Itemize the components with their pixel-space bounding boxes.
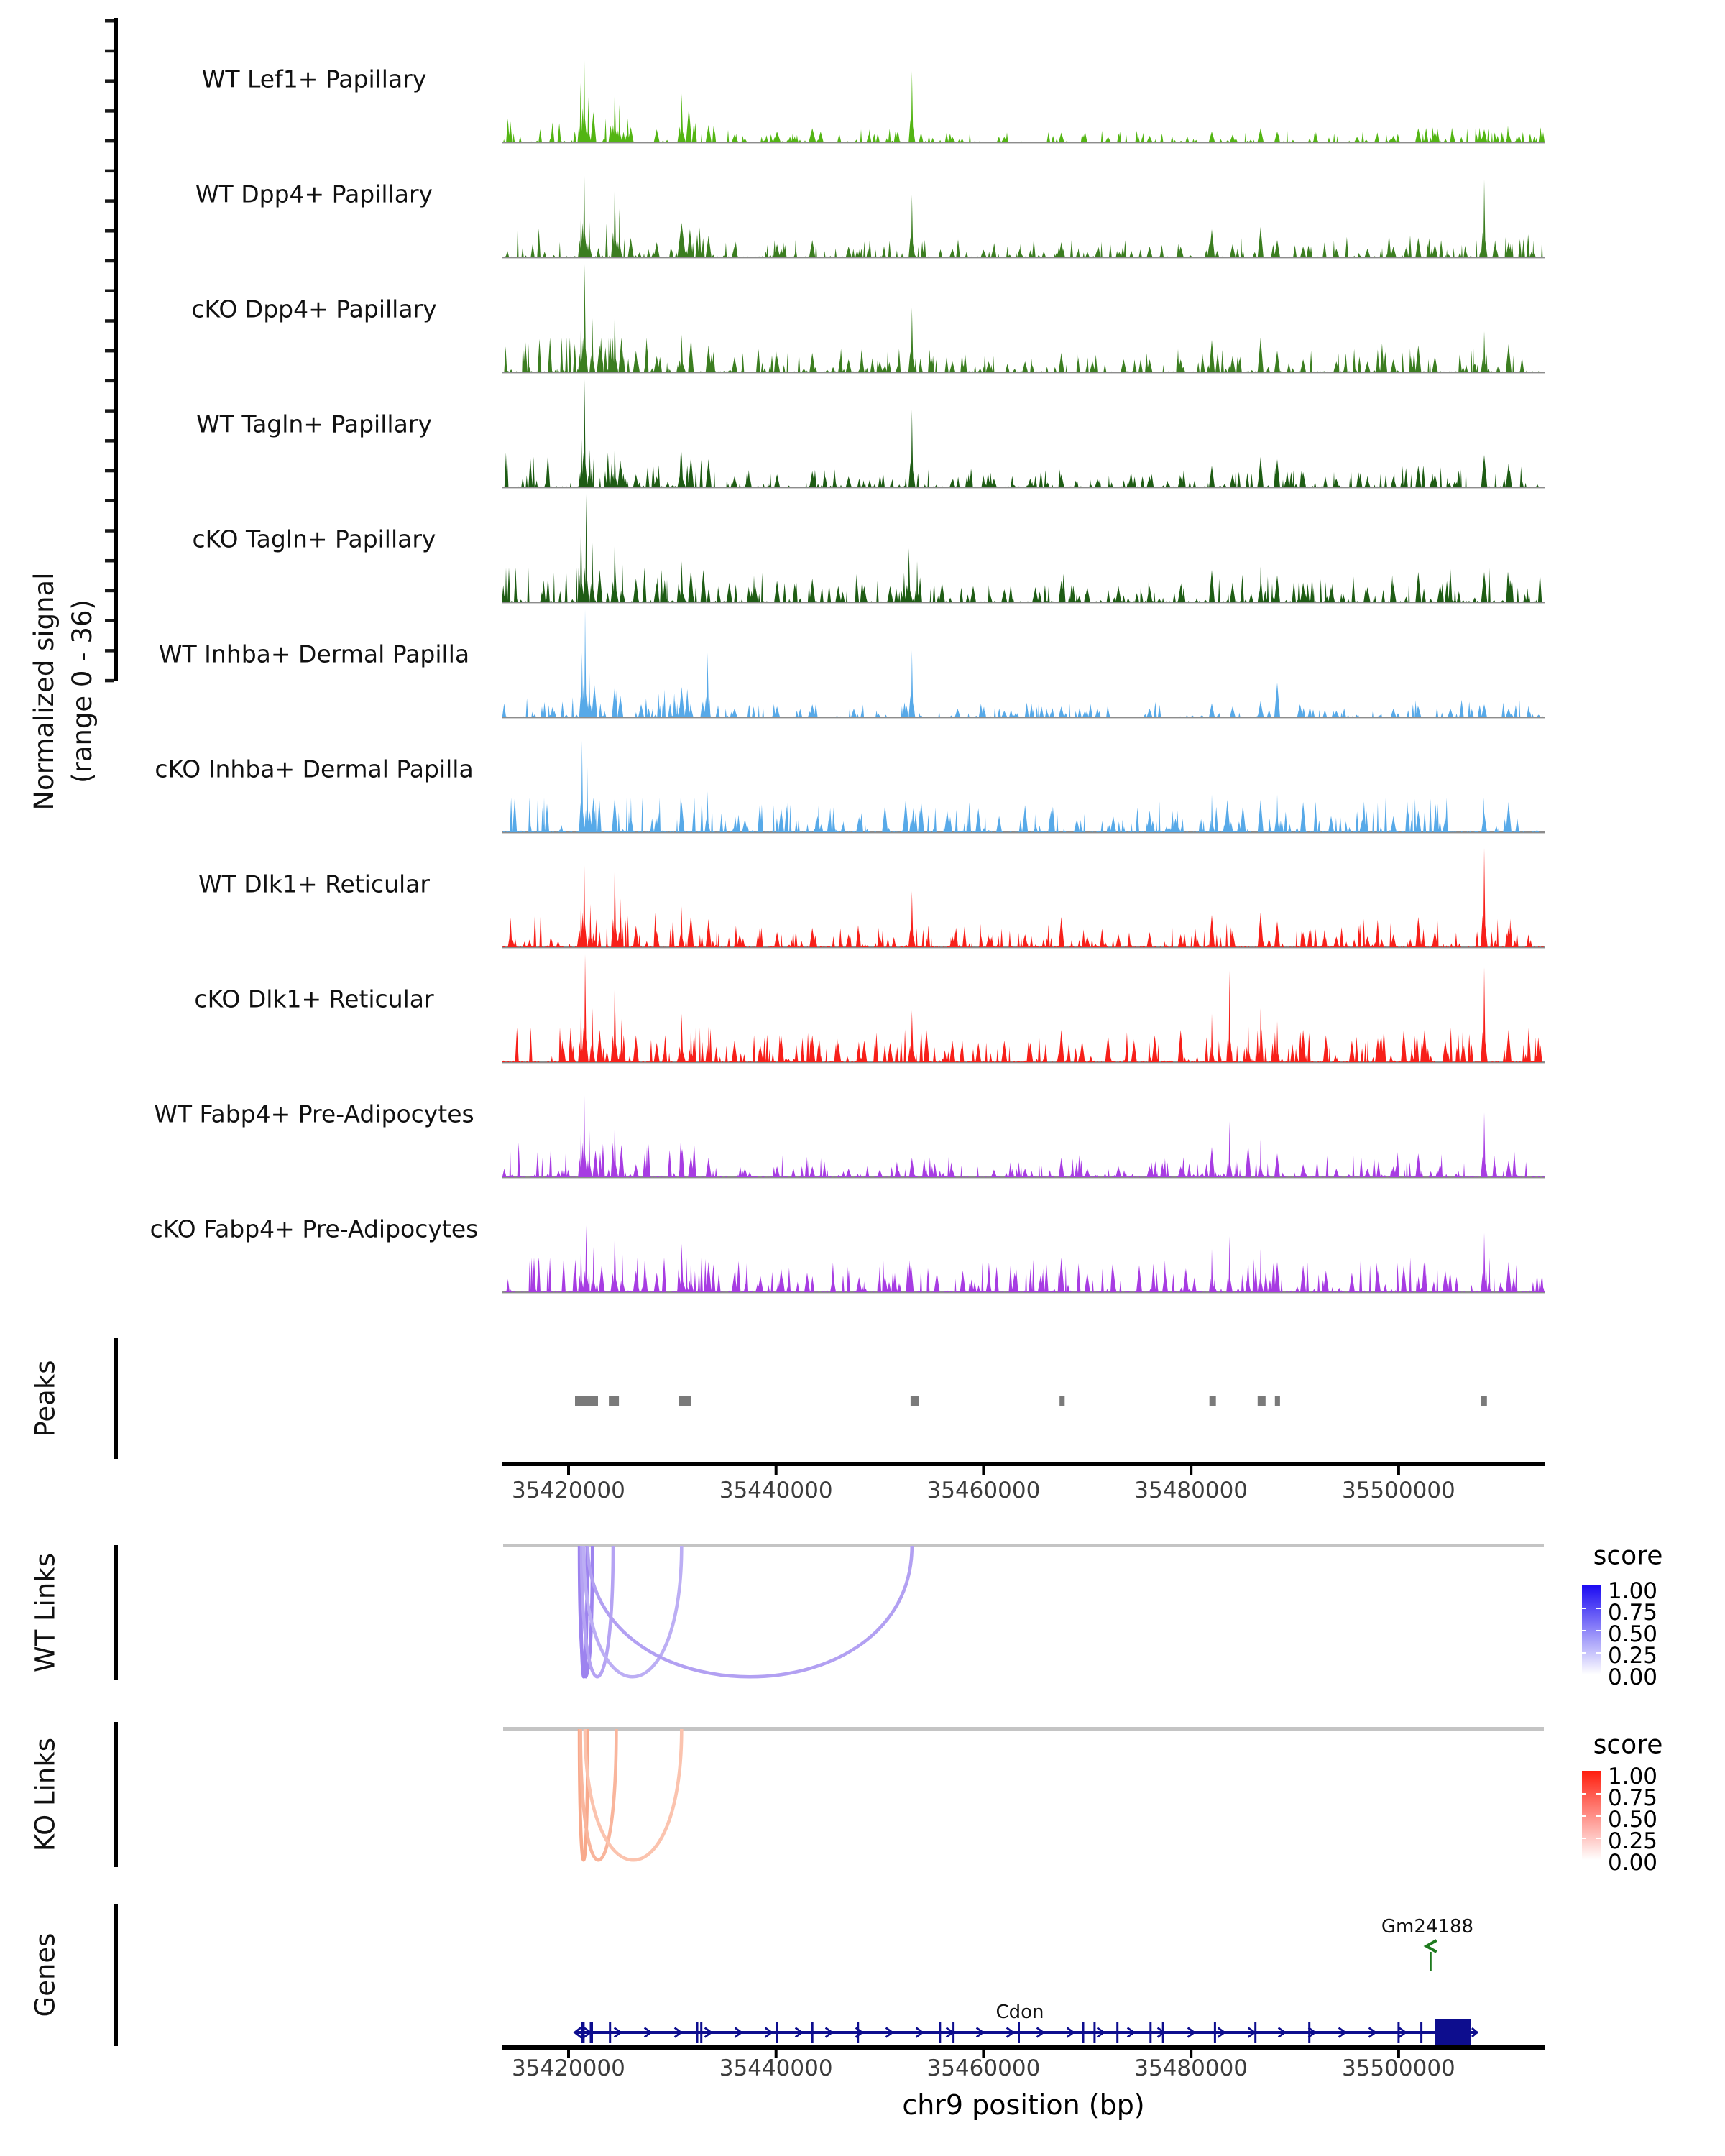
called-peak-box: [911, 1396, 919, 1406]
y-axis-tick: [105, 409, 114, 413]
track-label-3: WT Tagln+ Papillary: [196, 410, 432, 438]
y-axis-tick: [105, 349, 114, 353]
y-axis-tick: [105, 319, 114, 323]
y-axis-tick: [105, 469, 114, 473]
coverage-track-7: [502, 839, 1545, 947]
y-axis-tick: [105, 619, 114, 622]
y-axis-tick: [105, 50, 114, 53]
y-axis-label-line1: Normalized signal: [29, 572, 60, 811]
gene-exon-tick: [590, 2022, 594, 2043]
ko-links-sidebar-line: [114, 1722, 118, 1867]
peaks-sidebar-line: [114, 1338, 118, 1459]
y-axis-tick: [105, 259, 114, 263]
legend-tick-label: 0.75: [1608, 1785, 1658, 1811]
called-peak-box: [678, 1396, 691, 1406]
gm24188-gene-body: [1430, 1952, 1432, 1971]
legend-bar-tick: [1596, 1793, 1601, 1795]
legend-bar-tick: [1582, 1652, 1586, 1654]
gene-exon-tick: [776, 2022, 778, 2043]
y-axis-tick: [105, 139, 114, 143]
y-axis-tick: [105, 79, 114, 83]
gene-exon-tick: [1116, 2022, 1118, 2043]
gene-exon-tick: [857, 2022, 859, 2043]
legend-bar-tick: [1582, 1815, 1586, 1817]
y-axis-tick: [105, 229, 114, 233]
track-label-0: WT Lef1+ Papillary: [201, 65, 427, 93]
section-label-wt-links: WT Links: [29, 1553, 61, 1672]
called-peak-box: [1258, 1396, 1266, 1406]
x-tick-label-peaks-3: 35480000: [1134, 1478, 1248, 1503]
y-axis-tick: [105, 170, 114, 173]
gene-name-cdon: Cdon: [995, 2001, 1044, 2023]
coverage-track-0: [502, 34, 1545, 142]
coverage-signal: [502, 1069, 1545, 1177]
wt-links-panel-line: [503, 1544, 1544, 1547]
legend-tick-label: 0.00: [1608, 1850, 1658, 1876]
gene-terminal-exon-box: [1435, 2019, 1471, 2045]
wt-score-legend-title: score: [1593, 1541, 1663, 1571]
track-label-8: cKO Dlk1+ Reticular: [194, 985, 434, 1013]
section-label-peaks: Peaks: [29, 1360, 61, 1437]
x-axis-tick-peaks: [1397, 1466, 1400, 1475]
y-axis-label: [25, 572, 101, 810]
gene-name-gm24188: Gm24188: [1381, 1916, 1474, 1938]
coverage-track-4: [502, 494, 1544, 602]
track-label-2: cKO Dpp4+ Papillary: [191, 295, 437, 323]
section-label-ko-links: KO Links: [29, 1737, 61, 1852]
gene-exon-tick: [1254, 2022, 1256, 2043]
legend-bar-tick: [1596, 1630, 1601, 1631]
legend-tick-label: 1.00: [1608, 1764, 1658, 1789]
x-tick-label-peaks-0: 35420000: [512, 1478, 625, 1503]
ko-links-panel-line: [503, 1727, 1544, 1731]
y-axis-tick: [105, 529, 114, 533]
legend-tick-label: 0.50: [1608, 1807, 1658, 1833]
track-label-5: WT Inhba+ Dermal Papilla: [158, 640, 470, 668]
x-axis-tick-peaks: [1190, 1466, 1192, 1475]
legend-bar-tick: [1596, 1815, 1601, 1817]
x-axis-title: chr9 position (bp): [902, 2089, 1145, 2121]
gene-exon-tick: [1397, 2022, 1399, 2043]
legend-bar-tick: [1582, 1630, 1586, 1631]
legend-bar-tick: [1596, 1652, 1601, 1654]
y-axis-tick: [105, 19, 114, 23]
called-peak-box: [1481, 1396, 1487, 1406]
x-tick-label-genes-0: 35420000: [512, 2055, 625, 2081]
legend-bar-tick: [1582, 1838, 1586, 1839]
gene-exon-tick: [952, 2022, 954, 2043]
legend-tick-label: 1.00: [1608, 1578, 1658, 1604]
wt-links-arc: [588, 1546, 912, 1677]
coverage-track-9: [502, 1069, 1545, 1177]
ko-score-legend-title: score: [1593, 1730, 1663, 1760]
called-peak-box: [609, 1396, 619, 1406]
y-axis-tick: [105, 679, 114, 683]
gm24188-strand-chevron-icon: [1427, 1940, 1437, 1952]
y-axis-tick: [105, 589, 114, 593]
section-label-genes: Genes: [29, 1932, 61, 2017]
legend-tick-label: 0.25: [1608, 1643, 1658, 1669]
coverage-track-10: [503, 1225, 1545, 1292]
coverage-signal: [502, 494, 1544, 602]
coverage-signal: [502, 839, 1545, 947]
x-tick-label-peaks-2: 35460000: [926, 1478, 1041, 1503]
coverage-signal: [502, 34, 1545, 142]
gene-exon-tick: [1018, 2022, 1020, 2043]
coverage-signal: [503, 379, 1544, 487]
gene-exon-tick: [1149, 2022, 1151, 2043]
coverage-signal: [503, 149, 1544, 257]
legend-tick-label: 0.75: [1608, 1600, 1658, 1626]
x-axis-line-peaks: [502, 1462, 1545, 1466]
track-label-9: WT Fabp4+ Pre-Adipocytes: [154, 1100, 474, 1128]
legend-tick-label: 0.00: [1608, 1664, 1658, 1690]
y-axis-tick: [105, 499, 114, 503]
legend-bar-tick: [1582, 1793, 1586, 1795]
gene-exon-tick: [696, 2022, 699, 2043]
legend-bar-tick: [1582, 1608, 1586, 1609]
ko-links-arc: [585, 1729, 681, 1860]
gene-exon-tick: [1082, 2022, 1085, 2043]
gene-exon-tick: [1162, 2022, 1164, 2043]
gene-exon-tick: [1308, 2022, 1310, 2043]
genes-sidebar-line: [114, 1904, 118, 2046]
x-tick-label-peaks-1: 35440000: [719, 1478, 833, 1503]
y-axis-tick: [105, 649, 114, 653]
called-peak-box: [1275, 1396, 1280, 1406]
legend-tick-label: 0.50: [1608, 1621, 1658, 1647]
coverage-track-6: [503, 741, 1544, 833]
legend-bar-tick: [1596, 1608, 1601, 1609]
x-axis-tick-peaks: [567, 1466, 570, 1475]
coverage-signal: [503, 264, 1544, 372]
y-axis-tick: [105, 109, 114, 113]
y-axis-tick: [105, 199, 114, 203]
coverage-signal: [503, 741, 1544, 833]
wt-links-arc: [584, 1546, 681, 1677]
track-label-1: WT Dpp4+ Papillary: [195, 180, 433, 208]
y-axis-tick: [105, 559, 114, 563]
signal-y-axis: [114, 18, 118, 681]
x-tick-label-genes-4: 35500000: [1341, 2055, 1455, 2081]
x-tick-label-peaks-4: 35500000: [1341, 1478, 1455, 1503]
y-axis-label-line2: (range 0 - 36): [67, 599, 98, 783]
coverage-signal: [503, 1225, 1545, 1292]
gene-exon-tick: [700, 2022, 702, 2043]
gene-exon-tick: [1420, 2022, 1422, 2043]
coverage-track-1: [503, 149, 1544, 257]
gene-exon-tick: [811, 2022, 814, 2043]
track-label-7: WT Dlk1+ Reticular: [198, 870, 430, 898]
track-label-10: cKO Fabp4+ Pre-Adipocytes: [150, 1215, 479, 1243]
gene-exon-tick: [1093, 2022, 1095, 2043]
x-tick-label-genes-3: 35480000: [1134, 2055, 1248, 2081]
gene-exon-tick: [581, 2022, 585, 2043]
gene-exon-tick: [939, 2022, 941, 2043]
coverage-track-5: [502, 609, 1544, 717]
track-label-4: cKO Tagln+ Papillary: [192, 525, 436, 553]
x-tick-label-genes-2: 35460000: [926, 2055, 1041, 2081]
wt-links-sidebar-line: [114, 1545, 118, 1680]
x-axis-tick-peaks: [775, 1466, 778, 1475]
y-axis-tick: [105, 289, 114, 292]
coverage-signal: [502, 954, 1544, 1062]
track-label-6: cKO Inhba+ Dermal Papilla: [155, 755, 474, 783]
coverage-track-3: [503, 379, 1544, 487]
legend-bar-tick: [1596, 1838, 1601, 1839]
called-peak-box: [1059, 1396, 1064, 1406]
called-peak-box: [1210, 1396, 1216, 1406]
coverage-signal: [502, 609, 1544, 717]
gene-exon-tick: [609, 2022, 611, 2043]
legend-tick-label: 0.25: [1608, 1828, 1658, 1854]
coverage-track-8: [502, 954, 1544, 1062]
x-tick-label-genes-1: 35440000: [719, 2055, 833, 2081]
x-axis-tick-peaks: [982, 1466, 985, 1475]
gene-exon-tick: [1214, 2022, 1216, 2043]
y-axis-tick: [105, 379, 114, 383]
coverage-track-2: [503, 264, 1544, 372]
called-peak-box: [575, 1396, 598, 1406]
y-axis-tick: [105, 439, 114, 443]
x-axis-line-genes: [502, 2045, 1545, 2050]
